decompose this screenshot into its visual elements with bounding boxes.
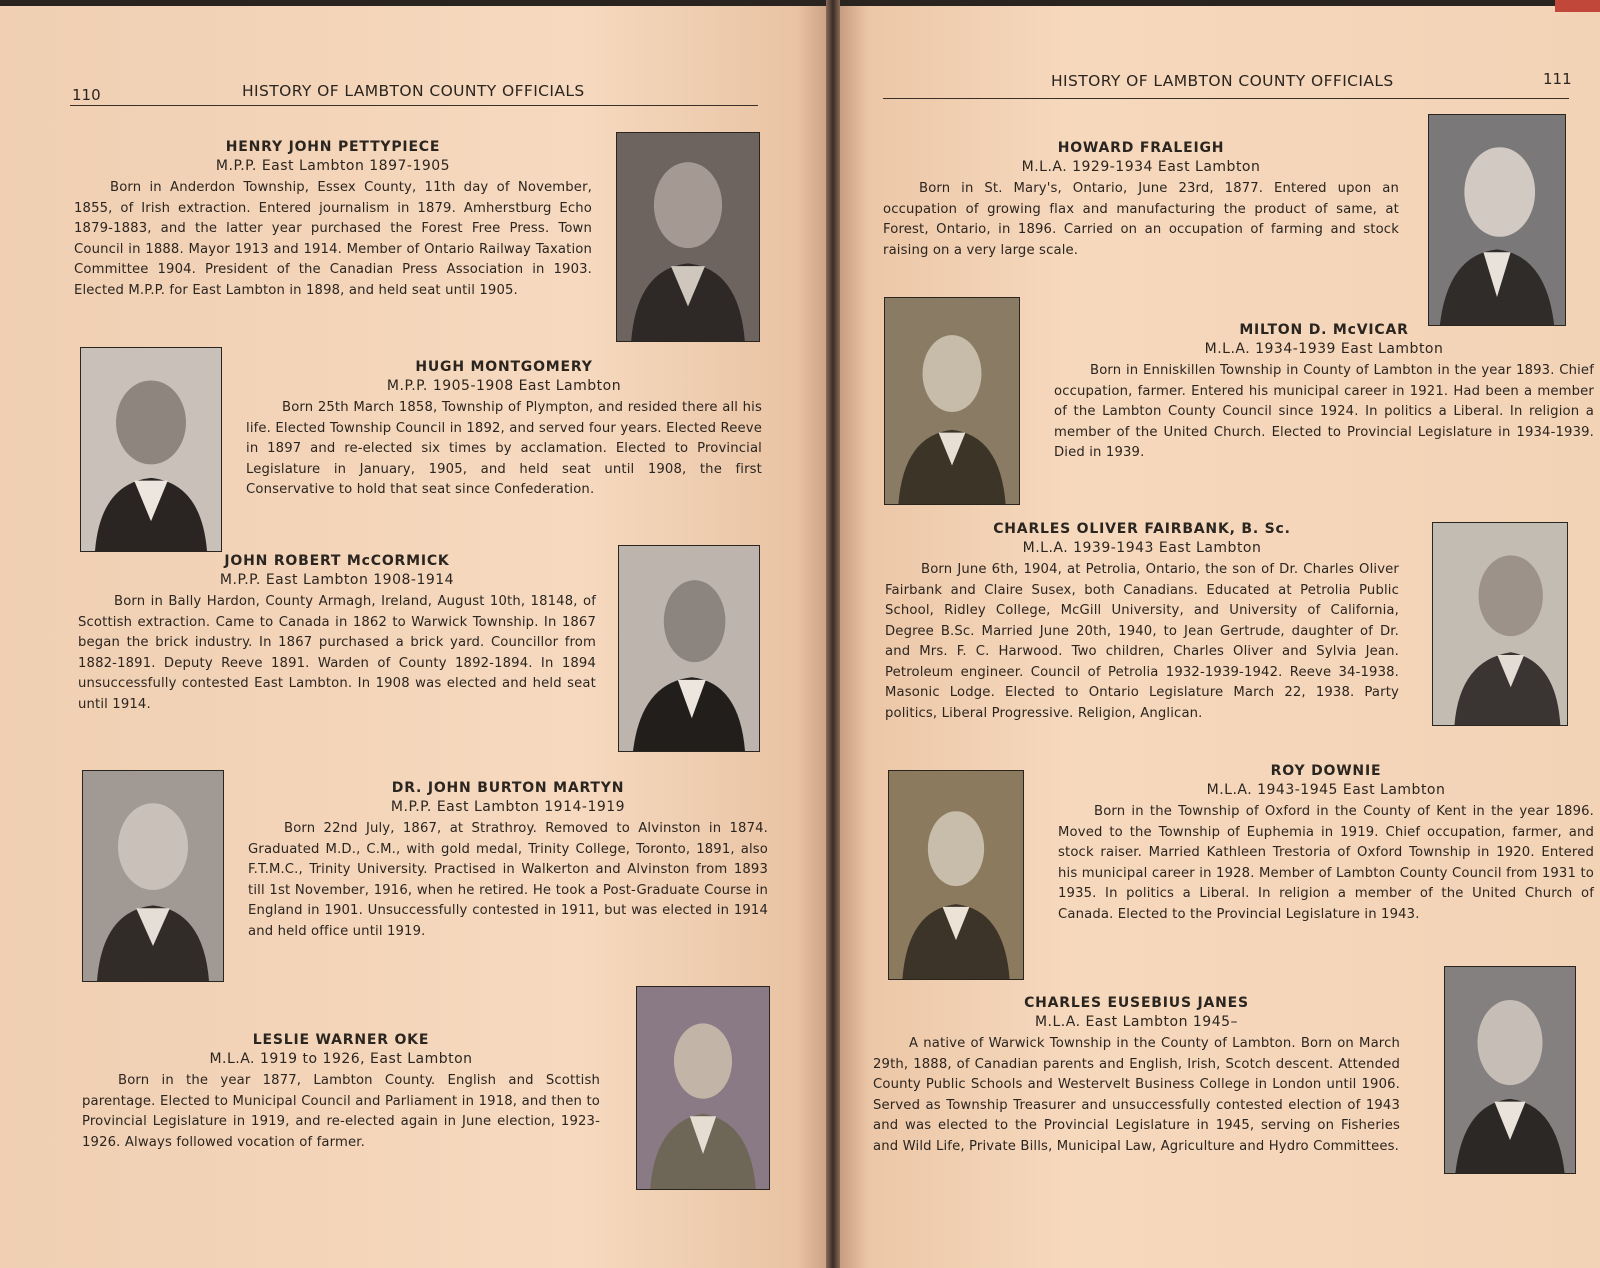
- book-gutter: [826, 0, 840, 1268]
- cover-corner: [1555, 0, 1600, 12]
- portrait-photo: [888, 770, 1024, 980]
- entry-mccormick: [78, 553, 596, 715]
- portrait-photo: [1444, 966, 1576, 1174]
- entry-office: M.P.P. East Lambton 1897-1905: [215, 158, 451, 174]
- portrait-photo: [884, 297, 1020, 505]
- entry-office: M.P.P. 1905-1908 East Lambton: [386, 378, 622, 394]
- entry-office: M.L.A. 1919 to 1926, East Lambton: [209, 1051, 473, 1067]
- portrait-photo: [1428, 114, 1566, 326]
- entry-name: JOHN ROBERT McCORMICK: [224, 553, 450, 569]
- right-page: [838, 6, 1600, 1268]
- running-title: HISTORY OF LAMBTON COUNTY OFFICIALS: [1051, 72, 1394, 90]
- entry-oke: [82, 1032, 600, 1153]
- entry-bio: Born 22nd July, 1867, at Strathroy. Removed to Alvinston in 1874. Graduated M.D., C.M., with gold medal, Trinity College, Toronto, 1891, also F.T.M.C., Trinity University. Practised in Walkerton and Alvinston from 1893 till 1st November, 1916, when he retired. He took a Post-Graduate Course in England in 1901. Unsuccessfully contested in 1911, but was elected in 1914 and held office until 1919.: [248, 821, 768, 939]
- entry-bio: Born in St. Mary's, Ontario, June 23rd, 1877. Entered upon an occupation of growing flax and manufacturing the product of same, at Forest, Ontario, in 1896. Carried on an occupation of farming and stock raising on a very large scale.: [883, 181, 1399, 258]
- entry-bio: Born in Bally Hardon, County Armagh, Ireland, August 10th, 18148, of Scottish extraction. Came to Canada in 1862 to Warwick Township. In 1867 began the brick industry. In 1867 purchased a brick yard. Councillor from 1882-1891. Deputy Reeve 1891. Warden of County 1892-1894. In 1894 unsuccessfully contested East Lambton. In 1908 was elected and held seat until 1914.: [78, 594, 596, 712]
- portrait-photo: [80, 347, 222, 552]
- entry-name: HENRY JOHN PETTYPIECE: [225, 139, 441, 155]
- entry-name: MILTON D. McVICAR: [1239, 322, 1409, 338]
- entry-name: ROY DOWNIE: [1270, 763, 1382, 779]
- page-number: 111: [1543, 70, 1572, 88]
- entry-downie: [1058, 763, 1594, 925]
- entry-montgomery: [246, 359, 762, 501]
- entry-office: M.P.P. East Lambton 1914-1919: [390, 799, 626, 815]
- header-rule: [883, 98, 1569, 99]
- entry-name: HUGH MONTGOMERY: [415, 359, 593, 375]
- entry-office: M.L.A. 1934-1939 East Lambton: [1204, 341, 1444, 357]
- entry-mcvicar: [1054, 322, 1594, 464]
- entry-name: DR. JOHN BURTON MARTYN: [391, 780, 625, 796]
- portrait-photo: [616, 132, 760, 342]
- entry-office: M.P.P. East Lambton 1908-1914: [219, 572, 455, 588]
- portrait-photo: [618, 545, 760, 752]
- entry-bio: Born in Enniskillen Township in County of Lambton in the year 1893. Chief occupation, farmer. Entered his municipal career in 1921. Had been a member of the Lambton County Council since 1924. In politics a Liberal. In religion a member of the United Church. Elected to Provincial Legislature in 1934-1939. Died in 1939.: [1054, 363, 1594, 460]
- entry-janes: [873, 995, 1400, 1157]
- running-title: HISTORY OF LAMBTON COUNTY OFFICIALS: [242, 82, 585, 100]
- left-page: [0, 6, 830, 1268]
- entry-bio: Born in the Township of Oxford in the County of Kent in the year 1896. Moved to the Township of Euphemia in 1919. Chief occupation, farmer, and stock raiser. Married Kathleen Trestoria of Oxford Township in 1920. Entered his municipal career in 1928. Member of Lambton County Council from 1931 to 1935. In politics a Liberal. In religion a member of the United Church of Canada. Elected to the Provincial Legislature in 1943.: [1058, 804, 1594, 922]
- entry-office: M.L.A. 1943-1945 East Lambton: [1206, 782, 1446, 798]
- entry-office: M.L.A. 1929-1934 East Lambton: [1021, 159, 1261, 175]
- entry-name: CHARLES OLIVER FAIRBANK, B. Sc.: [993, 521, 1291, 537]
- entry-martyn: [248, 780, 768, 942]
- entry-bio: Born in Anderdon Township, Essex County, 11th day of November, 1855, of Irish extraction. Entered journalism in 1879. Amherstburg Echo 1879-1883, and the latter year purchased the Forest Free Press. Town Council in 1888. Mayor 1913 and 1914. Member of Ontario Railway Taxation Committee 1904. President of the Canadian Press Association in 1903. Elected M.P.P. for East Lambton in 1898, and held seat until 1905.: [74, 180, 592, 298]
- entry-bio: Born June 6th, 1904, at Petrolia, Ontario, the son of Dr. Charles Oliver Fairbank and Claire Susex, both Canadians. Educated at Petrolia Public School, Ridley College, McGill University, and University of California, Degree B.Sc. Married June 20th, 1940, to Jean Gertrude, daughter of Dr. and Mrs. F. C. Harwood. Two children, Charles Oliver and Sylvia Jean. Petroleum engineer. Council of Petrolia 1932-1939-1942. Reeve 34-1938. Masonic Lodge. Elected to Ontario Legislature March 22, 1938. Party politics, Liberal Progressive. Religion, Anglican.: [885, 562, 1399, 721]
- entry-name: HOWARD FRALEIGH: [1057, 140, 1225, 156]
- portrait-photo: [82, 770, 224, 982]
- entry-office: M.L.A. 1939-1943 East Lambton: [1022, 540, 1262, 556]
- entry-pettypiece: [74, 139, 592, 301]
- entry-name: CHARLES EUSEBIUS JANES: [1024, 995, 1249, 1011]
- entry-name: LESLIE WARNER OKE: [252, 1032, 430, 1048]
- entry-bio: Born 25th March 1858, Township of Plympton, and resided there all his life. Elected Township Council in 1892, and served four years. Elected Reeve in 1897 and re-elected six times by acclamation. Elected to Provincial Legislature in January, 1905, and held seat until 1908, the first Conservative to hold that seat since Confederation.: [246, 400, 762, 497]
- entry-office: M.L.A. East Lambton 1945–: [1034, 1014, 1239, 1030]
- header-rule: [70, 105, 758, 106]
- portrait-photo: [1432, 522, 1568, 726]
- entry-bio: A native of Warwick Township in the County of Lambton. Born on March 29th, 1888, of Canadian parents and English, Irish, Scotch descent. Attended County Public Schools and Westervelt Business College in London until 1906. Served as Township Treasurer and unsuccessfully contested election of 1943 and was elected to the Provincial Legislature in 1945, serving on Fisheries and Wild Life, Private Bills, Municipal Law, Agriculture and Hydro Committees.: [873, 1036, 1400, 1154]
- page-number: 110: [72, 86, 101, 104]
- entry-fraleigh: [883, 140, 1399, 261]
- entry-bio: Born in the year 1877, Lambton County. English and Scottish parentage. Elected to Municipal Council and Parliament in 1918, and then to Provincial Legislature in 1919, and re-elected again in June election, 1923-1926. Always followed vocation of farmer.: [82, 1073, 600, 1150]
- entry-fairbank: [885, 521, 1399, 724]
- portrait-photo: [636, 986, 770, 1190]
